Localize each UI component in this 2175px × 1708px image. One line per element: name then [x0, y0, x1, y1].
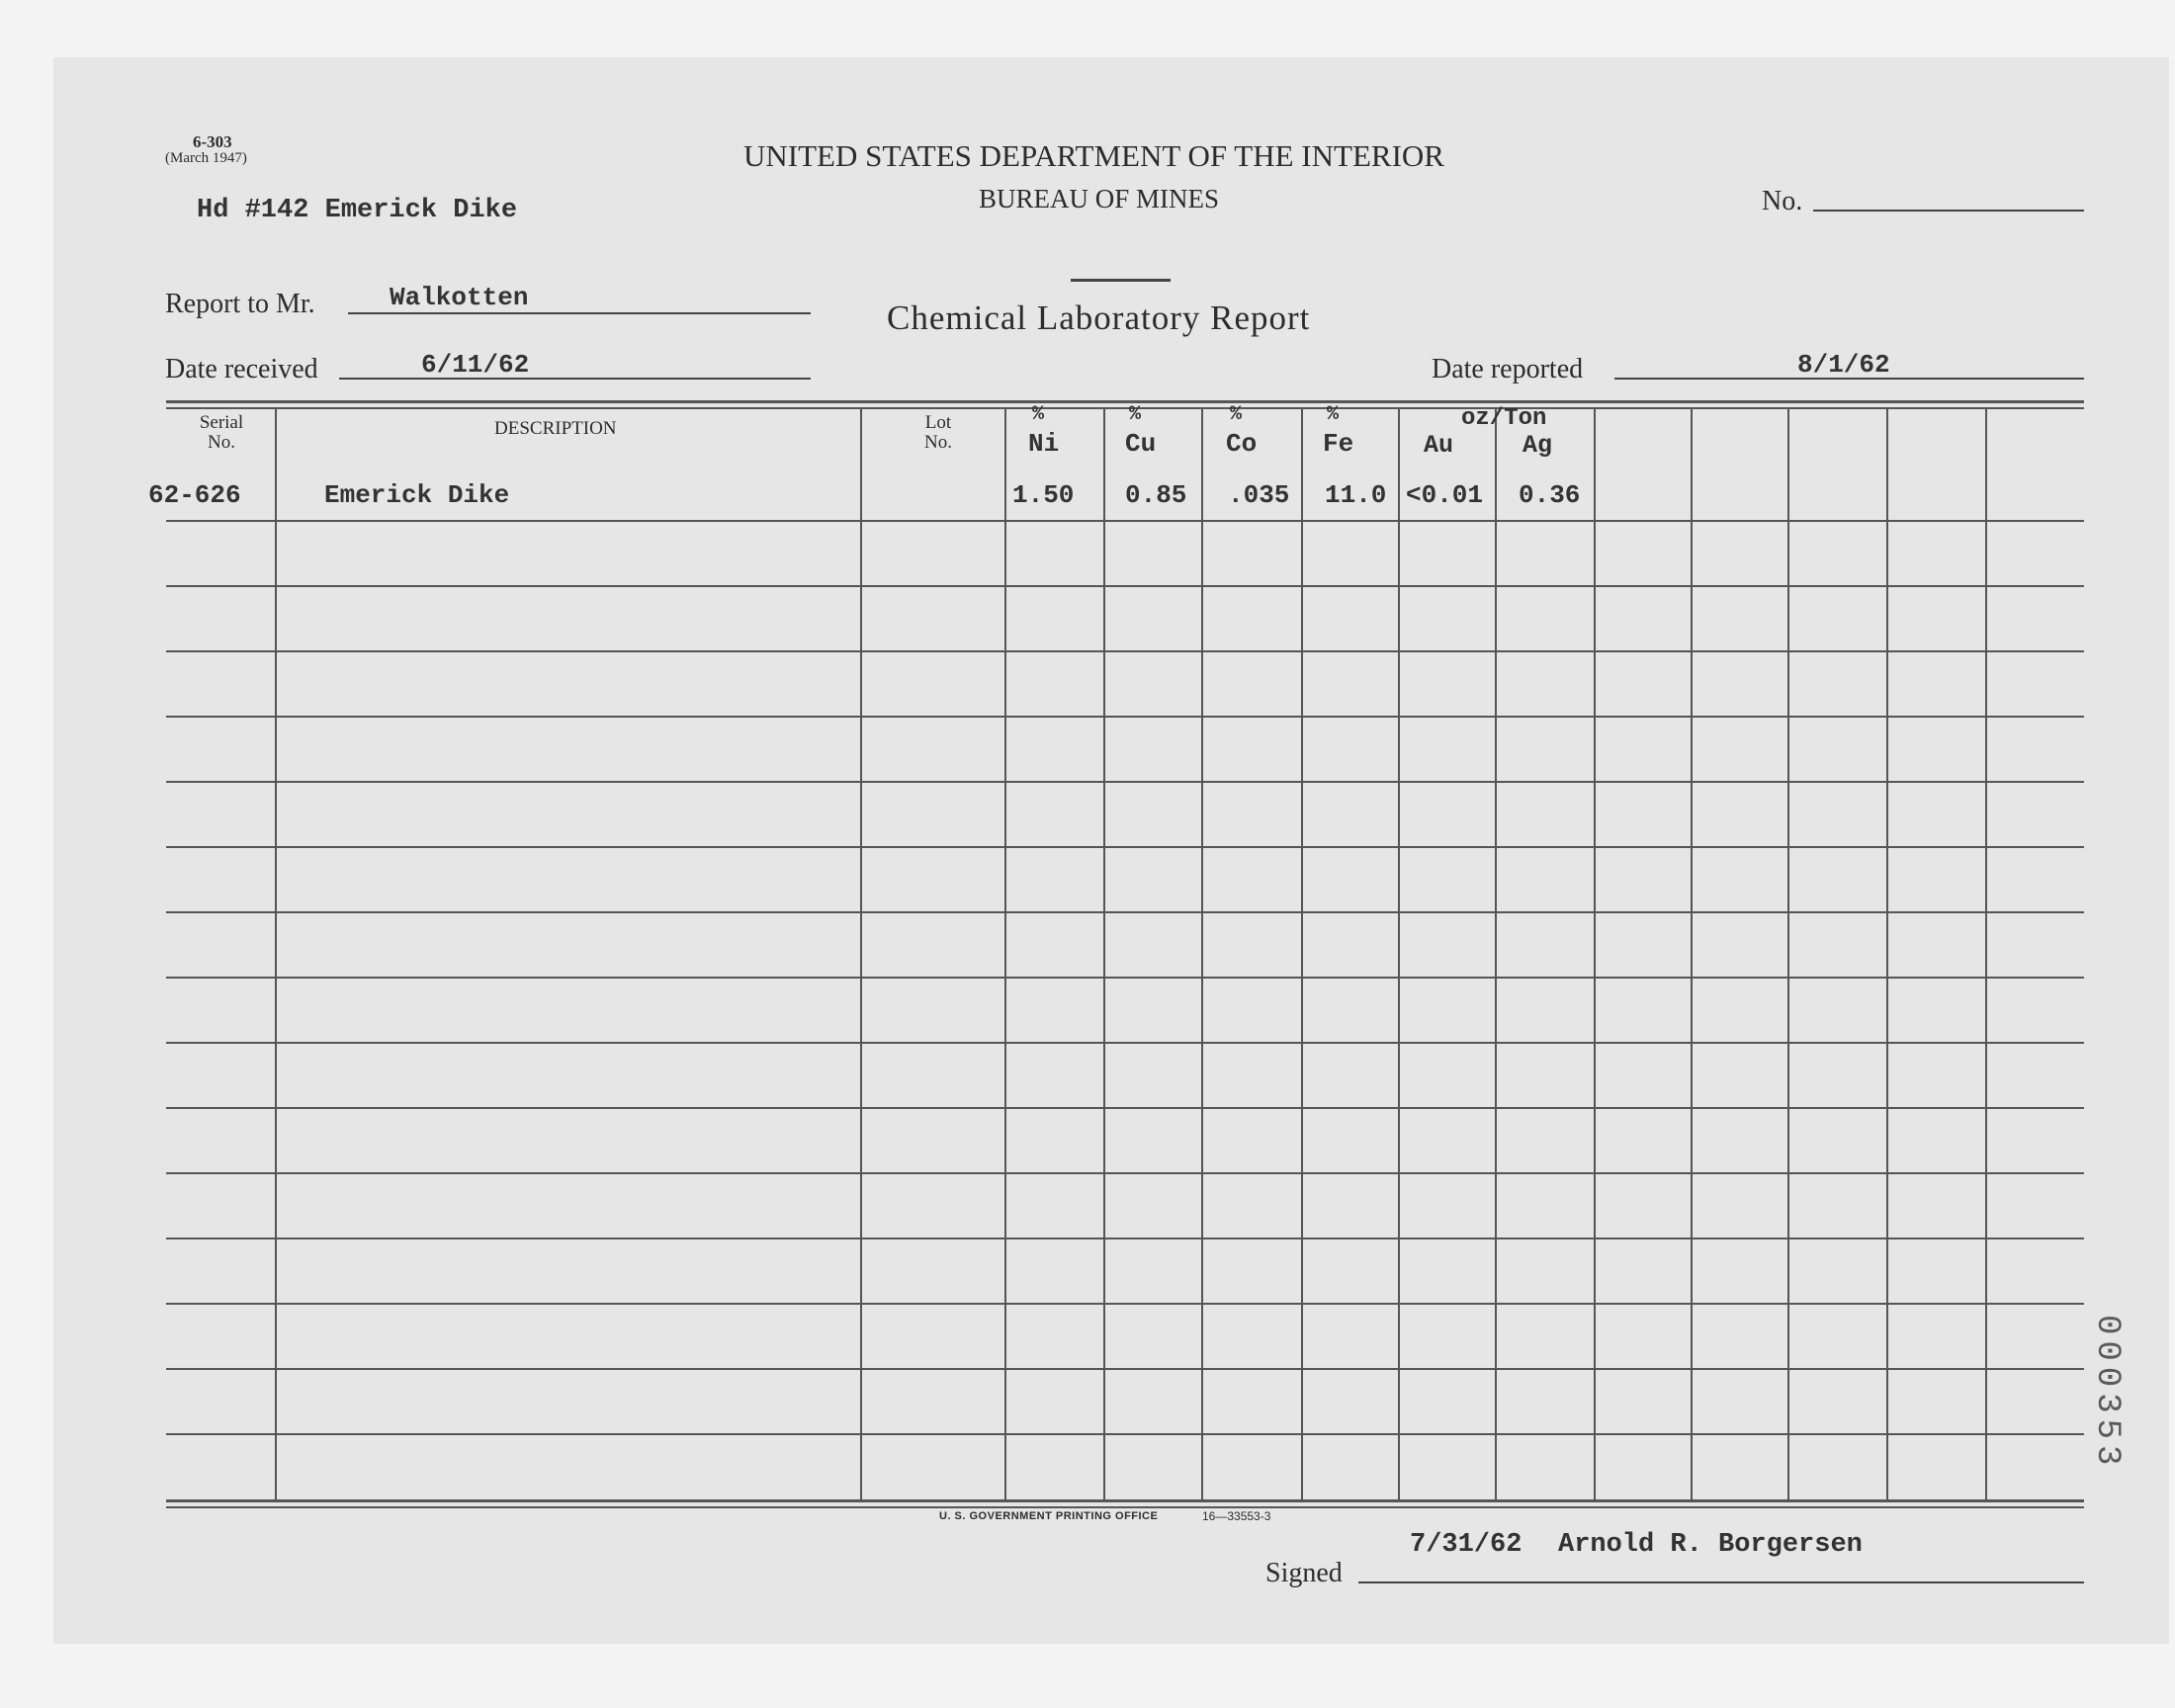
row-rule — [166, 520, 2084, 522]
side-stamp: 000353 — [2088, 1315, 2126, 1472]
header-ag: Ag — [1522, 431, 1553, 460]
title-divider — [1071, 279, 1171, 282]
no-field-line — [1813, 210, 2084, 212]
header-oz-ton: oz/Ton — [1461, 405, 1547, 432]
form-number: 6-303 — [193, 132, 232, 151]
row-rule — [166, 585, 2084, 587]
row-rule — [166, 650, 2084, 652]
date-received-line — [339, 378, 811, 380]
col-divider-blank-1 — [1691, 408, 1693, 1500]
col-divider-serial — [275, 408, 277, 1500]
row-rule — [166, 1107, 2084, 1109]
row-rule — [166, 781, 2084, 783]
header-fe: Fe — [1323, 429, 1354, 459]
table-bottom-rule — [166, 1499, 2084, 1502]
row-rule — [166, 1433, 2084, 1435]
form-edition: (March 1947) — [165, 150, 247, 166]
row-description: Emerick Dike — [324, 480, 510, 510]
report-to-field[interactable]: Walkotten — [390, 283, 529, 312]
no-label: No. — [1762, 186, 1803, 216]
row-rule — [166, 1238, 2084, 1239]
report-to-line — [348, 312, 811, 314]
table-top-rule-inner — [166, 407, 2084, 409]
row-rule — [166, 1042, 2084, 1044]
report-to-label: Report to Mr. — [165, 289, 315, 319]
agency-title: UNITED STATES DEPARTMENT OF THE INTERIOR — [743, 138, 1444, 173]
header-cu: Cu — [1125, 429, 1157, 459]
date-received-label: Date received — [165, 354, 318, 384]
signed-label: Signed — [1265, 1558, 1343, 1588]
header-cu-unit: % — [1129, 403, 1142, 426]
date-reported-label: Date reported — [1432, 354, 1584, 384]
col-divider-description — [860, 408, 862, 1500]
col-divider-blank-2 — [1787, 408, 1789, 1500]
header-description: DESCRIPTION — [494, 418, 617, 439]
row-au: <0.01 — [1406, 480, 1484, 510]
row-cu: 0.85 — [1125, 480, 1187, 510]
report-sheet — [53, 57, 2169, 1644]
row-rule — [166, 1368, 2084, 1370]
reference-line: Hd #142 Emerick Dike — [197, 196, 518, 225]
header-fe-unit: % — [1327, 403, 1340, 426]
header-lot: Lot No. — [924, 412, 952, 453]
report-title: Chemical Laboratory Report — [887, 299, 1311, 337]
col-divider-blank-4 — [1985, 408, 1987, 1500]
row-rule — [166, 716, 2084, 718]
date-reported-field[interactable]: 8/1/62 — [1797, 350, 1890, 380]
row-co: .035 — [1228, 480, 1290, 510]
col-divider-lot — [1004, 408, 1006, 1500]
signed-date: 7/31/62 — [1410, 1530, 1522, 1560]
col-divider-au — [1495, 408, 1497, 1500]
row-serial: 62-626 — [148, 480, 241, 510]
header-ni-unit: % — [1032, 403, 1045, 426]
col-divider-ag — [1594, 408, 1596, 1500]
header-au: Au — [1424, 431, 1454, 460]
row-fe: 11.0 — [1325, 480, 1387, 510]
signature-line — [1358, 1581, 2084, 1583]
printing-office: U. S. GOVERNMENT PRINTING OFFICE — [939, 1510, 1159, 1522]
header-co: Co — [1226, 429, 1258, 459]
table-bottom-rule-inner — [166, 1506, 2084, 1508]
row-rule — [166, 911, 2084, 913]
bureau-title: BUREAU OF MINES — [979, 184, 1220, 214]
row-rule — [166, 1303, 2084, 1305]
row-rule — [166, 846, 2084, 848]
col-divider-blank-3 — [1886, 408, 1888, 1500]
col-divider-ni — [1103, 408, 1105, 1500]
row-ni: 1.50 — [1012, 480, 1075, 510]
header-ni: Ni — [1028, 429, 1060, 459]
print-code: 16—33553-3 — [1202, 1509, 1271, 1523]
signed-name: Arnold R. Borgersen — [1558, 1530, 1863, 1560]
header-co-unit: % — [1230, 403, 1243, 426]
col-divider-cu — [1201, 408, 1203, 1500]
date-received-field[interactable]: 6/11/62 — [421, 350, 530, 380]
table-top-rule — [166, 400, 2084, 403]
header-serial: Serial No. — [199, 412, 244, 453]
row-rule — [166, 1172, 2084, 1174]
col-divider-fe — [1398, 408, 1400, 1500]
row-rule — [166, 977, 2084, 979]
row-ag: 0.36 — [1519, 480, 1581, 510]
col-divider-co — [1301, 408, 1303, 1500]
